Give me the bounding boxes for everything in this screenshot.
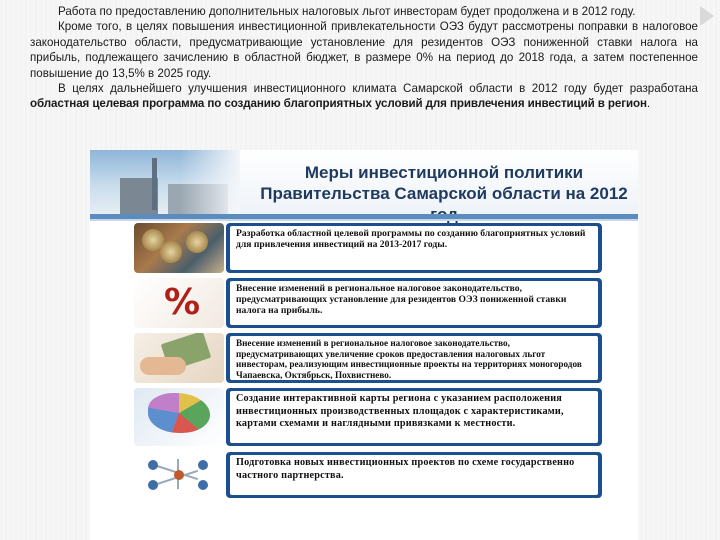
measure-item xyxy=(134,223,602,273)
region-map-icon xyxy=(134,388,224,446)
measure-text: Внесение изменений в региональное налоговое законодательство, предусматривающих установление для резидентов ОЭЗ пониженной ставки налога на прибыль. xyxy=(230,281,598,325)
network-partners-icon xyxy=(134,452,224,498)
measure-box xyxy=(226,388,602,446)
slide-header xyxy=(90,150,638,214)
city-photo-icon xyxy=(90,150,240,214)
document-text xyxy=(30,4,698,112)
slide-title: Меры инвестиционной политики Правительства Самарской области на 2012 xyxy=(260,163,628,203)
measure-box xyxy=(226,278,602,328)
measure-text: Разработка областной целевой программы по созданию благоприятных условий для привлечения инвестиций на 2013-2017 годы. xyxy=(230,226,598,270)
paragraph-oez-amendments: Кроме того, в целях повышения инвестиционной привлекательности ОЭЗ будут рассмотрены поправки в налоговое законодательство области, предусматривающие установление для резидентов ОЭЗ пониженной ставки налога на прибыль, подлежащего зачислению в областной бюджет, в размере 0% на период до 2018 года, а затем постепенное повышение до 13,5% в 2025 году. xyxy=(30,20,698,80)
investment-policy-slide xyxy=(90,150,638,540)
measure-box xyxy=(226,333,602,383)
percent-icon: % xyxy=(134,278,224,328)
measure-item xyxy=(134,388,602,446)
measure-box xyxy=(226,452,602,498)
paragraph-investment-climate xyxy=(30,81,698,112)
measure-item xyxy=(134,333,602,383)
coins-money-icon xyxy=(134,223,224,273)
emphasized-program-text: областная целевая программа по созданию благоприятных условий для привлечения инвестиций в регион xyxy=(30,97,647,111)
paragraph-end-period: . xyxy=(646,97,651,111)
measure-text: Создание интерактивной карты региона с указанием расположения инвестиционных производственных площадок с характеристиками, картами схемами и наглядными привязками к местности. xyxy=(230,391,598,443)
corner-arrow-icon xyxy=(700,6,714,26)
header-divider-light xyxy=(90,219,638,221)
paragraph-tax-benefits: Работа по предоставлению дополнительных налоговых льгот инвесторам будет продолжена и в 2012 году. xyxy=(58,5,636,18)
measure-item xyxy=(134,452,602,498)
measure-text: Внесение изменений в региональное налоговое законодательство, предусматривающих увеличение сроков предоставления налоговых льгот инвесторам, реализующим инвестиционные проекты на территориях моногородов Чапаевска, Октябрьск, Похвистнево. xyxy=(230,336,598,380)
hand-money-icon xyxy=(134,333,224,383)
measure-text: Подготовка новых инвестиционных проектов по схеме государственно частного партнерства. xyxy=(230,455,598,495)
measure-item xyxy=(134,278,602,328)
measure-box xyxy=(226,223,602,273)
paragraph-investment-climate-text: В целях дальнейшего улучшения инвестиционного климата Самарской области в 2012 году будет разработана xyxy=(58,82,698,96)
